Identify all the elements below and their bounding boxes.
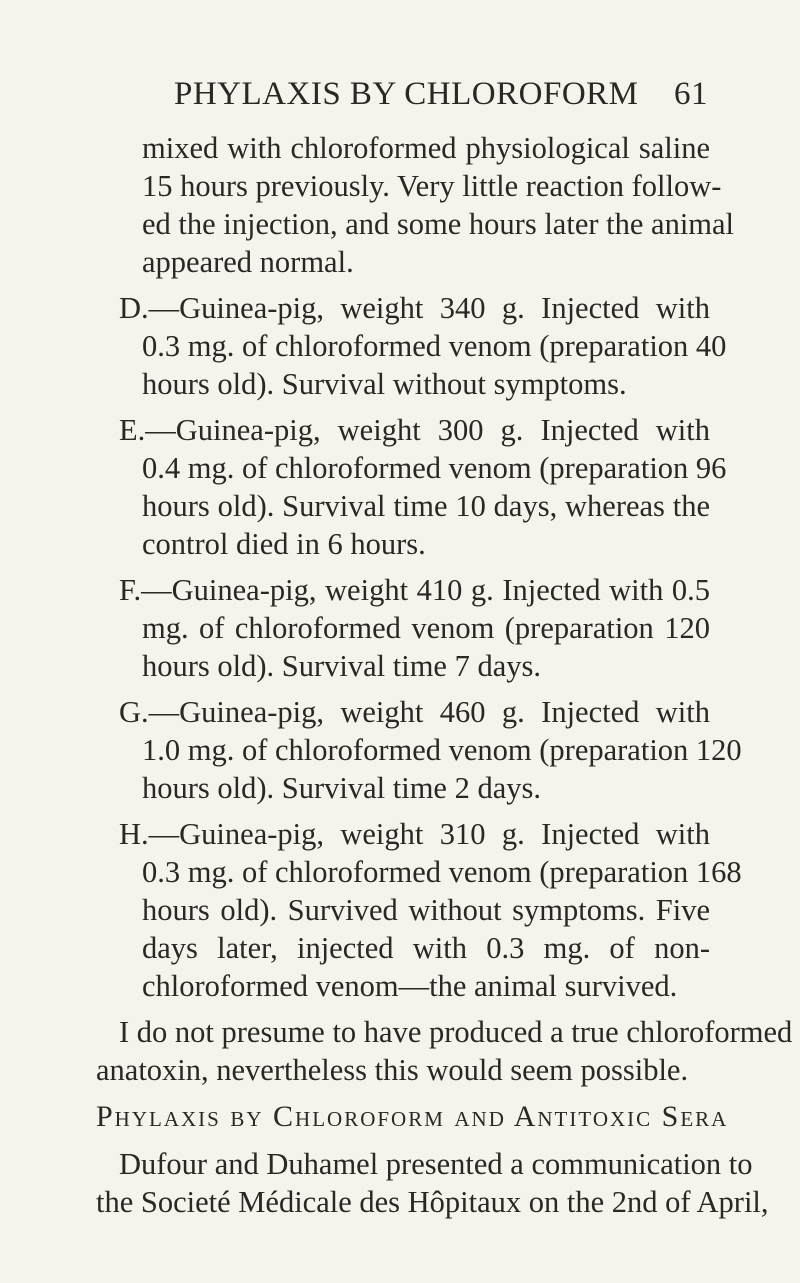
text-line: hours old). Survived without symptoms. Five (142, 893, 710, 927)
text-line: 15 hours previously. Very little reaction follow- (142, 169, 722, 203)
running-title: PHYLAXIS BY CHLOROFORM (174, 76, 639, 112)
text-line: hours old). Survival time 7 days. (142, 649, 542, 683)
text-line: E.—Guinea-pig, weight 300 g. Injected with (119, 413, 710, 447)
text-line: 1.0 mg. of chloroformed venom (preparation 120 (142, 733, 742, 767)
text-line: mixed with chloroformed physiological saline (142, 131, 710, 165)
page-number: 61 (674, 76, 708, 112)
text-line: 0.3 mg. of chloroformed venom (preparation 168 (142, 855, 742, 889)
text-line: control died in 6 hours. (142, 527, 426, 561)
text-line: G.—Guinea-pig, weight 460 g. Injected with (119, 695, 710, 729)
text-line: I do not presume to have produced a true chloroformed (119, 1015, 793, 1049)
text-line: 0.4 mg. of chloroformed venom (preparation 96 (142, 451, 727, 485)
section-heading: Phylaxis by Chloroform and Antitoxic Sera (96, 1100, 729, 1133)
text-line: appeared normal. (142, 245, 354, 279)
text-line: hours old). Survival time 2 days. (142, 771, 542, 805)
text-line: hours old). Survival without symptoms. (142, 367, 627, 401)
text-line: F.—Guinea-pig, weight 410 g. Injected with 0.5 (119, 573, 710, 607)
text-line: anatoxin, nevertheless this would seem possible. (96, 1053, 689, 1087)
text-line: 0.3 mg. of chloroformed venom (preparation 40 (142, 329, 727, 363)
text-line: hours old). Survival time 10 days, whereas the (142, 489, 710, 523)
running-header (174, 76, 708, 113)
text-line: Dufour and Duhamel presented a communication to (119, 1147, 753, 1181)
text-line: days later, injected with 0.3 mg. of non- (142, 931, 710, 965)
text-line: H.—Guinea-pig, weight 310 g. Injected with (119, 817, 710, 851)
text-line: D.—Guinea-pig, weight 340 g. Injected with (119, 291, 710, 325)
text-line: the Societé Médicale des Hôpitaux on the 2nd of April, (96, 1185, 769, 1219)
text-line: chloroformed venom—the animal survived. (142, 969, 678, 1003)
text-line: ed the injection, and some hours later the animal (142, 207, 735, 241)
text-line: mg. of chloroformed venom (preparation 120 (142, 611, 710, 645)
